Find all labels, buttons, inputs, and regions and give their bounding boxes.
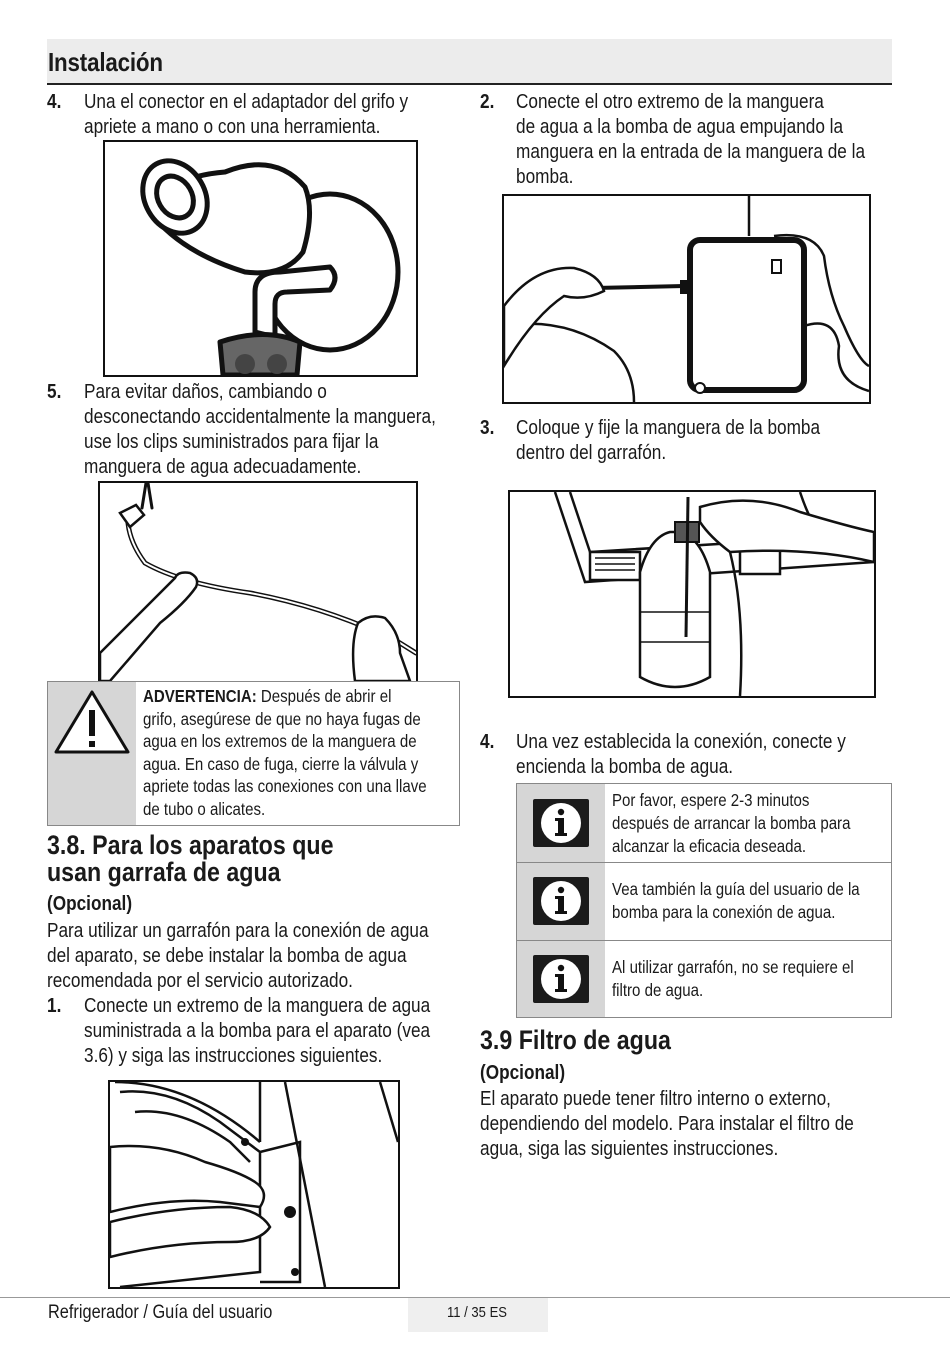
info-note-text: Vea también la guía del usuario de la bomba para la conexión de agua. bbox=[612, 879, 860, 922]
step-text: Conecte un extremo de la manguera de agua suministrada a la bomba para el aparato (vea 3.6) y siga las instrucciones siguientes. bbox=[84, 995, 431, 1067]
pump-hose-connection-illustration bbox=[108, 1080, 400, 1289]
info-icon-cell bbox=[517, 863, 605, 940]
optional-label: (Opcional) bbox=[480, 1062, 566, 1084]
section-heading: 3.8. Para los aparatos que usan garrafa de agua bbox=[47, 830, 334, 887]
faucet-connector-illustration bbox=[103, 140, 418, 377]
warning-label: ADVERTENCIA: bbox=[143, 686, 257, 706]
page-number: 11 / 35 ES bbox=[447, 1305, 507, 1321]
step-number: 1. bbox=[47, 995, 62, 1017]
info-icon bbox=[533, 955, 589, 1003]
info-icon-cell bbox=[517, 941, 605, 1017]
step-number: 4. bbox=[47, 91, 62, 113]
section-intro: Para utilizar un garrafón para la conexión de agua del aparato, se debe instalar la bomba de agua recomendada por el servicio autorizado. bbox=[47, 920, 429, 992]
warning-text: ADVERTENCIA: Después de abrir el grifo, asegúrese de que no haya fugas de agua en los extremos de la manguera de agua. En caso de fuga, cierre la válvula y apriete todas las conexiones con una llave de tubo o alicates. bbox=[143, 686, 427, 819]
bottle-hose-illustration bbox=[508, 490, 876, 698]
footer-doc-title: Refrigerador / Guía del usuario bbox=[48, 1302, 273, 1323]
info-note-text: Al utilizar garrafón, no se requiere el filtro de agua. bbox=[612, 957, 854, 1000]
info-icon bbox=[533, 877, 589, 925]
step-text: Conecte el otro extremo de la manguera de agua a la bomba de agua empujando la manguera en la entrada de la manguera de la bomba. bbox=[516, 91, 866, 188]
section-intro: El aparato puede tener filtro interno o externo, dependiendo del modelo. Para instalar el filtro de agua, siga las siguientes instrucciones. bbox=[480, 1088, 854, 1160]
step-number: 3. bbox=[480, 417, 495, 439]
info-icon-cell bbox=[517, 784, 605, 862]
step-text: Coloque y fije la manguera de la bomba dentro del garrafón. bbox=[516, 417, 821, 464]
step-text: Para evitar daños, cambiando o desconectando accidentalmente la manguera, use los clips suministrados para fijar la manguera de agua adecuadamente. bbox=[84, 381, 436, 478]
step-text: Una vez establecida la conexión, conecte y encienda la bomba de agua. bbox=[516, 731, 846, 778]
page-title: Instalación bbox=[48, 47, 163, 77]
step-number: 2. bbox=[480, 91, 495, 113]
step-number: 5. bbox=[47, 381, 62, 403]
section-header-bar bbox=[47, 39, 892, 85]
info-note-text: Por favor, espere 2-3 minutos después de arrancar la bomba para alcanzar la eficacia deseada. bbox=[612, 790, 851, 856]
info-notes-table bbox=[516, 783, 892, 1018]
step-text: Una el conector en el adaptador del grifo y apriete a mano o con una herramienta. bbox=[84, 91, 409, 138]
optional-label: (Opcional) bbox=[47, 893, 133, 915]
info-note-row bbox=[517, 863, 891, 941]
info-note-row bbox=[517, 784, 891, 863]
warning-icon-cell bbox=[48, 682, 136, 825]
step-number: 4. bbox=[480, 731, 495, 753]
info-icon bbox=[533, 799, 589, 847]
section-heading: 3.9 Filtro de agua bbox=[480, 1025, 671, 1055]
hose-clips-illustration bbox=[98, 481, 418, 683]
warning-triangle-icon bbox=[53, 688, 131, 756]
warning-box bbox=[47, 681, 460, 826]
info-note-row bbox=[517, 941, 891, 1017]
pump-hose-insert-illustration bbox=[502, 194, 871, 404]
